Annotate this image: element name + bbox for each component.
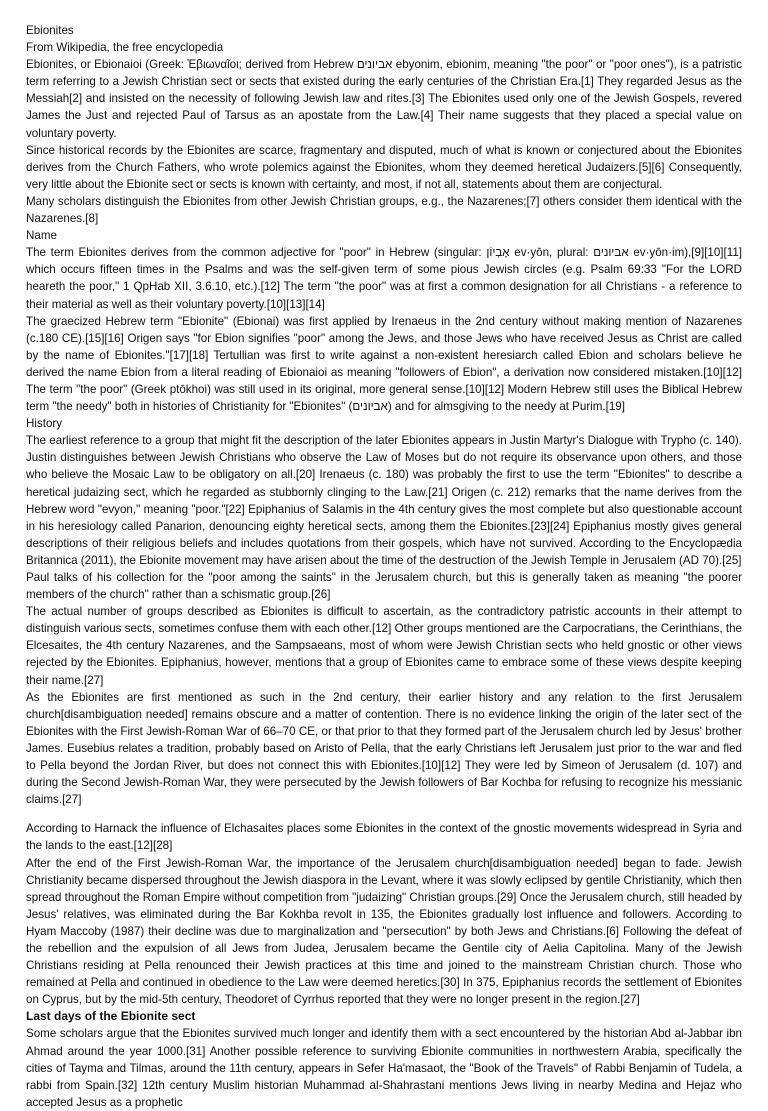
intro-paragraph-1: Ebionites, or Ebionaioi (Greek: Ἐβιωναῖοι; derived from Hebrew אביונים ebyonim, ebionim, meaning "the poor" or "poor ones"), is a patristic term referring to a Jewish Christian sect or sects that existed during the early centuries of the Christian Era.[1] They regarded Jesus as the Messiah[2] and insisted on the necessity of following Jewish law and rites.[3] The Ebionites used only one of the Jewish Gospels, revered James the Just and rejected Paul of Tarsus as an apostate from the Law.[4] Their name suggests that they placed a special value on voluntary poverty. — [26, 58, 742, 140]
history-paragraph-5: According to Harnack the influence of Elchasaites places some Ebionites in the context of the gnostic movements widespread in Syria and the lands to the east.[12][28] — [26, 822, 742, 853]
paragraph-gap — [26, 808, 742, 820]
section-heading-history: History — [26, 417, 63, 431]
section-heading-name: Name — [26, 229, 57, 243]
article — [26, 22, 742, 1111]
name-paragraph-2: The graecized Hebrew term "Ebionite" (Ebionai) was first applied by Irenaeus in the 2nd century without making mention of Nazarenes (c.180 CE).[15][16] Origen says "for Ebion signifies "poor" among the Jews, and those Jews who have received Jesus as Christ are called by the name of Ebionites."[17][18] Tertullian was first to write against a non-existent heresiarch called Ebion and scholars believe he derived the name Ebion from a literal reading of Ebionaioi as meaning "followers of Ebion", a derivation now considered mistaken.[10][12] The term "the poor" (Greek ptōkhoi) was still used in its original, more general sense.[10][12] Modern Hebrew still uses the Biblical Hebrew term "the needy" both in histories of Christianity for "Ebionites" (אביונים) and for almsgiving to the needy at Purim.[19] — [26, 314, 742, 414]
history-paragraph-2: Paul talks of his collection for the "poor among the saints" in the Jerusalem church, but this is generally taken as meaning "the poorer members of the church" rather than a schismatic group.[26] — [26, 571, 742, 602]
article-subtitle: From Wikipedia, the free encyclopedia — [26, 41, 224, 55]
article-title: Ebionites — [26, 24, 74, 37]
history-paragraph-6: After the end of the First Jewish-Roman War, the importance of the Jerusalem church[disambiguation needed] began to fade. Jewish Christianity became dispersed throughout the Jewish diaspora in the Levant, where it was slowly eclipsed by gentile Christianity, which then spread throughout the Roman Empire without competition from "judaizing" Christian groups.[29] Once the Jerusalem church, still headed by Jesus' relatives, was eliminated during the Bar Kokhba revolt in 135, the Ebionites gradually lost influence and followers. According to Hyam Maccoby (1987) their decline was due to marginalization and "persecution" by both Jews and Christians.[6] Following the defeat of the rebellion and the expulsion of all Jews from Judea, Jerusalem became the Gentile city of Aelia Capitolina. Many of the Jewish Christians residing at Pella renounced their Jewish practices at this time and joined to the mainstream Christian church. Those who remained at Pella and continued in obedience to the Law were deemed heretics.[30] In 375, Epiphanius records the settlement of Ebionites on Cyprus, but by the mid-5th century, Theodoret of Cyrrhus reported that they were no longer present in the region.[27] — [26, 856, 742, 1007]
history-paragraph-4: As the Ebionites are first mentioned as such in the 2nd century, their earlier history and any relation to the first Jerusalem church[disambiguation needed] remains obscure and a matter of contention. There is no evidence linking the origin of the later sect of the Ebionites with the First Jewish-Roman War of 66–70 CE, or that prior to that they formed part of the Jerusalem church led by Jesus' brother James. Eusebius relates a tradition, probably based on Aristo of Pella, that the early Christians left Jerusalem just prior to the war and fled to Pella beyond the Jordan River, but does not connect this with Ebionites.[10][12] They were led by Simeon of Jerusalem (d. 107) and during the Second Jewish-Roman War, they were persecuted by the Jewish followers of Bar Kochba for refusing to recognize his messianic claims.[27] — [26, 690, 742, 807]
section-heading-last-days: Last days of the Ebionite sect — [26, 1009, 196, 1024]
history-paragraph-3: The actual number of groups described as Ebionites is difficult to ascertain, as the contradictory patristic accounts in their attempt to distinguish various sects, sometimes confuse them with each other.[12] Other groups mentioned are the Carpocratians, the Cerinthians, the Elcesaites, the 4th century Nazarenes, and the Sampsaeans, most of whom were Jewish Christian sects who held gnostic or other views rejected by the Ebionites. Epiphanius, however, mentions that a group of Ebionites came to embrace some of these views despite keeping their name.[27] — [26, 605, 742, 687]
last-days-paragraph: Some scholars argue that the Ebionites survived much longer and identify them with a sect encountered by the historian Abd al-Jabbar ibn Ahmad around the year 1000.[31] Another possible reference to surviving Ebionite communities in northwestern Arabia, specifically the cities of Tayma and Tilmas, around the 11th century, appears in Sefer Ha'masaot, the "Book of the Travels" of Rabbi Benjamin of Tudela, a rabbi from Spain.[32] 12th century Muslim historian Muhammad al-Shahrastani mentions Jews living in nearby Medina and Hejaz who accepted Jesus as a prophetic — [26, 1027, 742, 1109]
intro-paragraph-3: Many scholars distinguish the Ebionites from other Jewish Christian groups, e.g., the Nazarenes;[7] others consider them identical with the Nazarenes.[8] — [26, 194, 742, 226]
name-paragraph-1: The term Ebionites derives from the common adjective for "poor" in Hebrew (singular: אֶבְיוֹן ev·yōn, plural: אביונים ev·yōn·im),[9][10][11] which occurs fifteen times in the Psalms and was the self-given term of some pious Jewish circles (e.g. Psalm 69:33 "For the LORD heareth the poor," 1 QpHab XII, 3.6.10, etc.).[12] The term "the poor" was at first a common designation for all Christians - a reference to their material as well as their voluntary poverty.[10][13][14] — [26, 246, 743, 311]
intro-paragraph-2: Since historical records by the Ebionites are scarce, fragmentary and disputed, much of what is known or conjectured about the Ebionites derives from the Church Fathers, who wrote polemics against the Ebionites, whom they deemed heretical Judaizers.[5][6] Consequently, very little about the Ebionite sect or sects is known with certainty, and most, if not all, statements about them are conjectural. — [26, 143, 742, 191]
history-paragraph-1: The earliest reference to a group that might fit the description of the later Ebionites appears in Justin Martyr's Dialogue with Trypho (c. 140). Justin distinguishes between Jewish Christians who observe the Law of Moses but do not require its observance upon others, and those who believe the Mosaic Law to be obligatory on all.[20] Irenaeus (c. 180) was probably the first to use the term "Ebionites" to describe a heretical judaizing sect, which he regarded as stubbornly clinging to the Law.[21] Origen (c. 212) remarks that the name derives from the Hebrew word "evyon," meaning "poor."[22] Epiphanius of Salamis in the 4th century gives the most complete but also questionable account in his heresiology called Panarion, denouncing eighty heretical sects, among them the Ebionites.[23][24] Epiphanius mostly gives general descriptions of their religious beliefs and includes quotations from their gospels, which have not survived. According to the Encyclopædia Britannica (2011), the Ebionite movement may have arisen about the time of the destruction of the Jewish Temple in Jerusalem (AD 70).[25] — [26, 434, 742, 567]
